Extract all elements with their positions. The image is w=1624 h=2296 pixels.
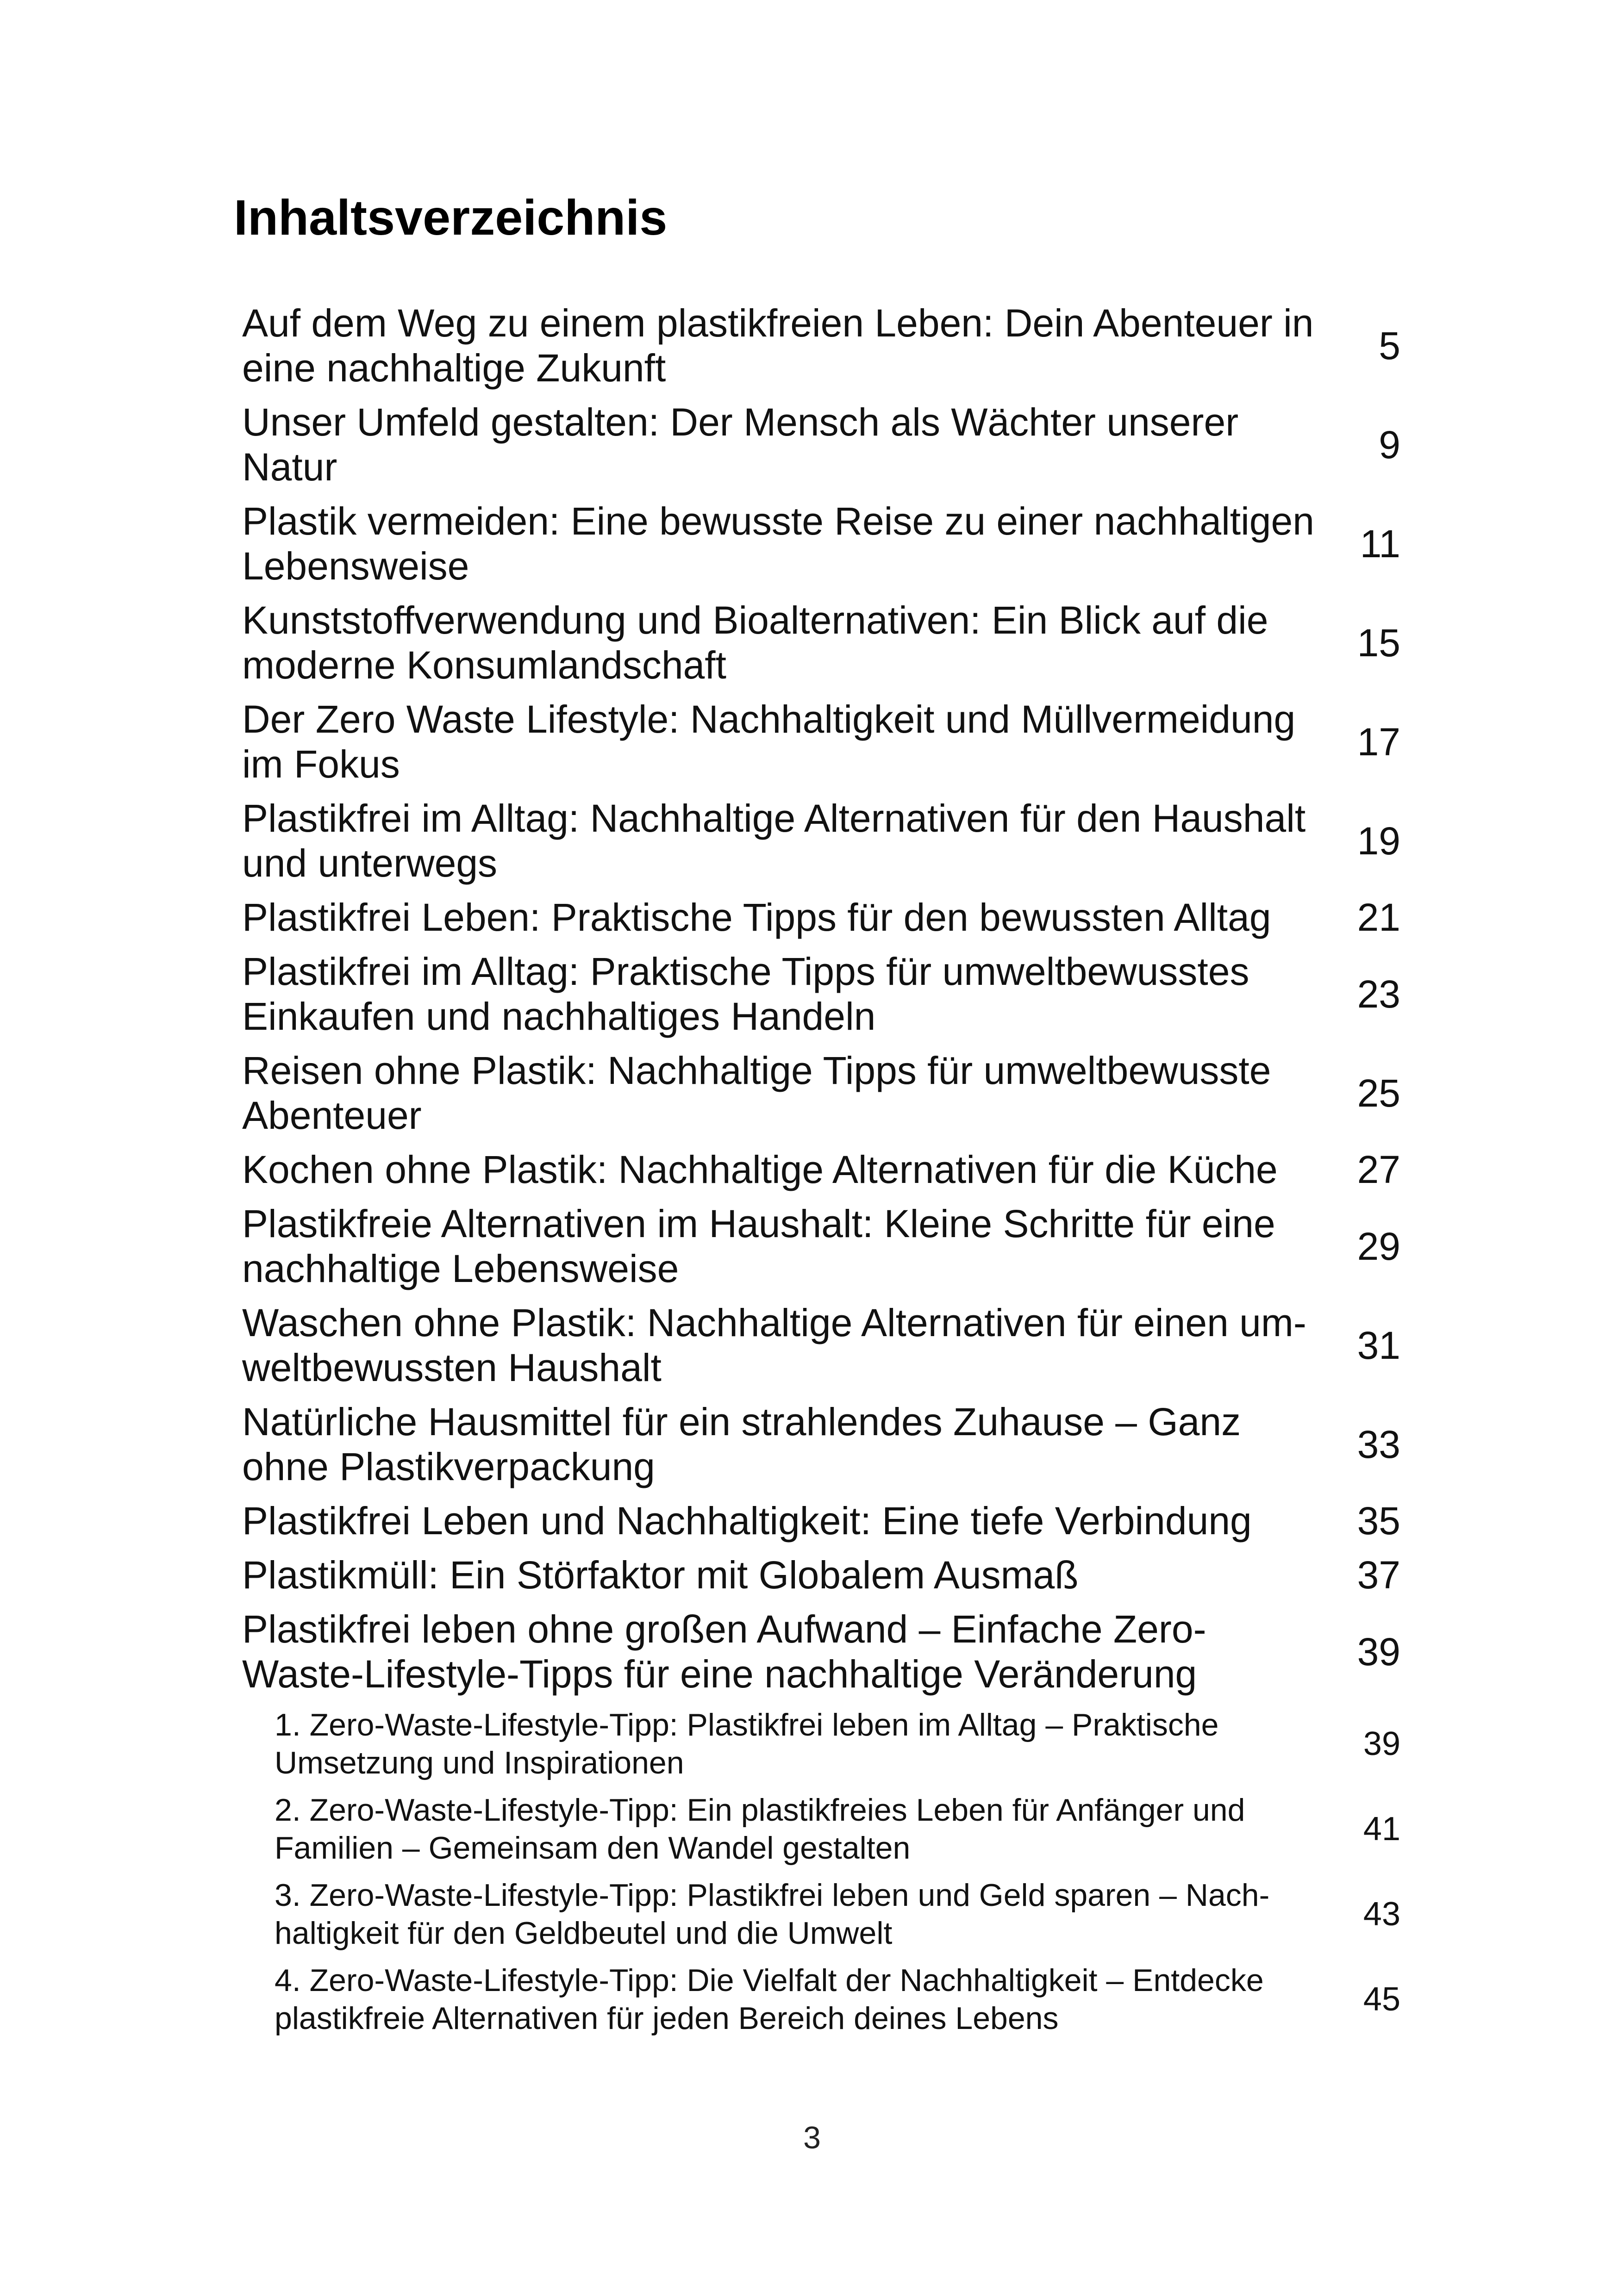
toc-subentry-page-number: 41 [1363,1811,1400,1848]
toc-subentry[interactable] [234,1701,1400,1786]
toc-subentry[interactable] [234,1957,1400,2042]
toc-entry-title: Plastikfrei Leben und Nachhaltigkeit: Eine tiefe Verbindung [242,1499,1252,1543]
toc-entry[interactable] [234,1044,1400,1143]
table-of-contents [234,296,1400,2042]
toc-entry-page-number: 31 [1357,1323,1400,1367]
toc-entry[interactable] [234,1197,1400,1296]
toc-entry[interactable] [234,1296,1400,1395]
toc-entry-title: Auf dem Weg zu einem plastikfreien Leben: Dein Abenteuer in eine nachhaltige Zukunft [242,301,1314,390]
toc-entry-title: Plastikfrei im Alltag: Nachhaltige Alternativen für den Haushalt und unterwegs [242,796,1306,885]
toc-subentry-title: 1. Zero-Waste-Lifestyle-Tipp: Plastikfrei leben im Alltag – Praktische Umsetzung und Inspirationen [275,1707,1219,1780]
toc-entry[interactable] [234,1548,1400,1602]
toc-entry-page-number: 33 [1357,1422,1400,1466]
toc-entry-title: Plastikfrei Leben: Praktische Tipps für den bewussten Alltag [242,896,1271,939]
toc-entry[interactable] [234,296,1400,395]
toc-entry-title: Plastikmüll: Ein Störfaktor mit Globalem Ausmaß [242,1553,1079,1597]
toc-entry-page-number: 17 [1357,720,1400,764]
toc-entry[interactable] [234,1602,1400,1701]
toc-entry[interactable] [234,395,1400,494]
toc-entry-page-number: 5 [1379,324,1400,367]
toc-entry-title: Reisen ohne Plastik: Nachhaltige Tipps für umweltbewusste Abenteuer [242,1049,1271,1137]
toc-entry-page-number: 15 [1357,621,1400,665]
toc-entry-title: Kunststoffverwendung und Bioalternativen: Ein Blick auf die moderne Konsumlandschaft [242,598,1268,687]
toc-entry-title: Natürliche Hausmittel für ein strahlendes Zuhause – Ganz ohne Plastikverpackung [242,1400,1241,1488]
toc-entry-title: Unser Umfeld gestalten: Der Mensch als Wächter unserer Natur [242,400,1239,489]
toc-subentry[interactable] [234,1872,1400,1957]
toc-entry-title: Kochen ohne Plastik: Nachhaltige Alternativen für die Küche [242,1148,1278,1191]
toc-entry[interactable] [234,1395,1400,1494]
toc-entry[interactable] [234,692,1400,791]
toc-subentry[interactable] [234,1786,1400,1872]
toc-subentry-title: 2. Zero-Waste-Lifestyle-Tipp: Ein plastikfreies Leben für Anfänger und Familien – Gemeinsam den Wandel gestalten [275,1792,1245,1866]
toc-entry-page-number: 29 [1357,1224,1400,1268]
page-title: Inhaltsverzeichnis [234,189,668,245]
toc-entry[interactable] [234,1494,1400,1548]
toc-entry-title: Plastik vermeiden: Eine bewusste Reise zu einer nachhaltigen Lebensweise [242,499,1314,588]
toc-entry-page-number: 27 [1357,1148,1400,1191]
toc-entry-page-number: 37 [1357,1553,1400,1597]
toc-subentry-page-number: 43 [1363,1896,1400,1933]
toc-entry-title: Der Zero Waste Lifestyle: Nachhaltigkeit und Müllvermeidung im Fokus [242,697,1296,786]
toc-entry-page-number: 25 [1357,1071,1400,1115]
toc-entry[interactable] [234,494,1400,593]
toc-entry-page-number: 35 [1357,1499,1400,1543]
toc-entry-page-number: 39 [1357,1630,1400,1674]
toc-entry-title: Plastikfrei im Alltag: Praktische Tipps für umweltbewusstes Einkaufen und nachhaltiges Handeln [242,950,1249,1038]
toc-entry[interactable] [234,890,1400,945]
toc-entry[interactable] [234,945,1400,1044]
toc-subentry-title: 3. Zero-Waste-Lifestyle-Tipp: Plastikfrei leben und Geld sparen – Nachhaltigkeit für den Geldbeutel und die Umwelt [275,1878,1270,1951]
toc-subentry-title: 4. Zero-Waste-Lifestyle-Tipp: Die Vielfalt der Nachhaltigkeit – Entdecke plastikfreie Alternativen für jeden Bereich deines Lebens [275,1963,1264,2036]
toc-entry[interactable] [234,791,1400,890]
footer-page-number: 3 [803,2120,821,2155]
toc-entry[interactable] [234,593,1400,692]
toc-subentry-page-number: 39 [1363,1725,1400,1762]
toc-entry-page-number: 21 [1357,896,1400,939]
toc-entry[interactable] [234,1143,1400,1197]
toc-entry-title: Plastikfrei leben ohne großen Aufwand – Einfache Zero-Waste-Lifestyle-Tipps für eine nachhaltige Veränderung [242,1607,1206,1696]
toc-entry-page-number: 23 [1357,972,1400,1016]
toc-subentry-page-number: 45 [1363,1981,1400,2018]
toc-entry-title: Waschen ohne Plastik: Nachhaltige Alternativen für einen umweltbewussten Haushalt [242,1301,1306,1389]
toc-entry-page-number: 9 [1379,423,1400,467]
toc-entry-page-number: 11 [1360,522,1400,566]
toc-entry-page-number: 19 [1357,819,1400,863]
toc-entry-title: Plastikfreie Alternativen im Haushalt: Kleine Schritte für eine nachhaltige Lebensweise [242,1202,1275,1290]
